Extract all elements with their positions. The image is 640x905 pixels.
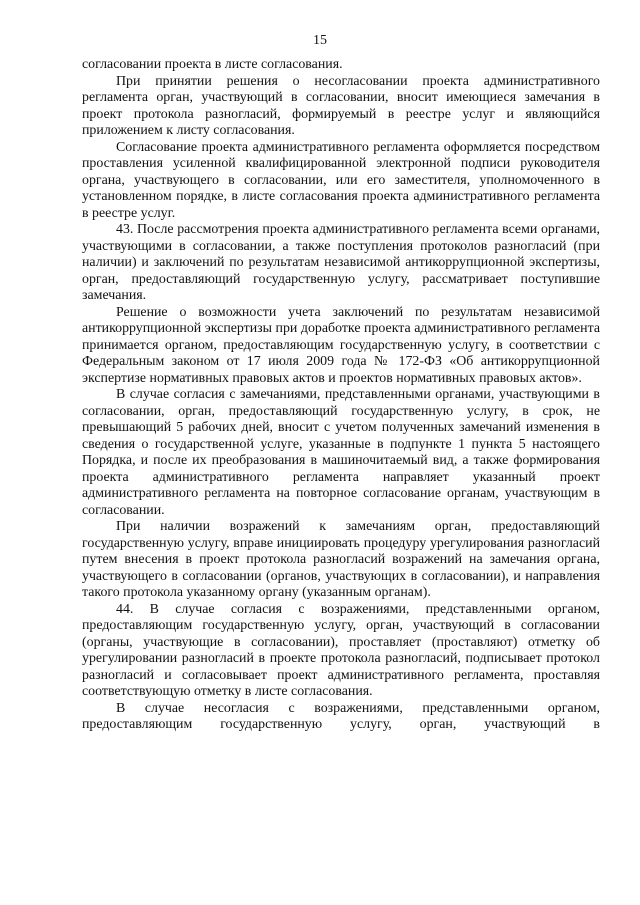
paragraph-disagreement-with-objections: В случае несогласия с возражениями, представленными органом, предоставляющим государственную услугу, орган, участвующий в	[82, 700, 600, 732]
paragraph-item-43: 43. После рассмотрения проекта административного регламента всеми органами, участвующими в согласовании, а также поступления протоколов разногласий (при наличии) и заключений по результатам независимой антикоррупционной экспертизы, орган, предоставляющий государственную услугу, рассматривает поступившие замечания.	[82, 222, 600, 303]
paragraph-disagreement-remarks: При принятии решения о несогласовании проекта административного регламента орган, участвующий в согласовании, вносит имеющиеся замечания в проект протокола разногласий, формируемый в реестре услуг и являющийся приложением к листу согласования.	[82, 73, 600, 138]
paragraph-objections: При наличии возражений к замечаниям орган, предоставляющий государственную услугу, вправе инициировать процедуру урегулирования разногласий путем внесения в проект протокола разногласий возражений на замечания органа, участвующего в согласовании (органов, участвующих в согласовании), и направления такого протокола указанному органу (указанным органам).	[82, 519, 600, 600]
paragraph-continuation: согласовании проекта в листе согласования.	[82, 57, 343, 72]
document-body	[82, 57, 600, 734]
paragraph-approval-signature: Согласование проекта административного регламента оформляется посредством проставления усиленной квалифицированной электронной подписи руководителя органа, участвующего в согласовании, или его заместителя, уполномоченного в установленном порядке, в листе согласования проекта административного регламента в реестре услуг.	[82, 139, 600, 221]
paragraph-anticorruption-expertise: Решение о возможности учета заключений по результатам независимой антикоррупционной экспертизы при доработке проекта административного регламента принимается органом, предоставляющим государственную услугу, в соответствии с Федеральным законом от 17 июля 2009 года № 172-ФЗ «Об антикоррупционной экспертизе нормативных правовых актов и проектов нормативных правовых актов».	[82, 304, 600, 386]
page-number: 15	[313, 33, 327, 48]
paragraph-item-44: 44. В случае согласия с возражениями, представленными органом, предоставляющим государственную услугу, орган, участвующий в согласовании (органы, участвующие в согласовании), проставляет (проставляют) отметку об урегулировании разногласий в проекте протокола разногласий, подписывает протокол разногласий и согласовывает проект административного регламента, проставляя соответствующую отметку в листе согласования.	[82, 601, 600, 699]
paragraph-agreement-with-remarks: В случае согласия с замечаниями, представленными органами, участвующими в согласовании, орган, предоставляющий государственную услугу, в срок, не превышающий 5 рабочих дней, вносит с учетом полученных замечаний изменения в сведения о государственной услуге, указанные в подпункте 1 пункта 5 настоящего Порядка, и после их преобразования в машиночитаемый вид, а также формирования проекта административного регламента направляет указанный проект административного регламента на повторное согласование органам, участвующим в согласовании.	[82, 387, 600, 518]
